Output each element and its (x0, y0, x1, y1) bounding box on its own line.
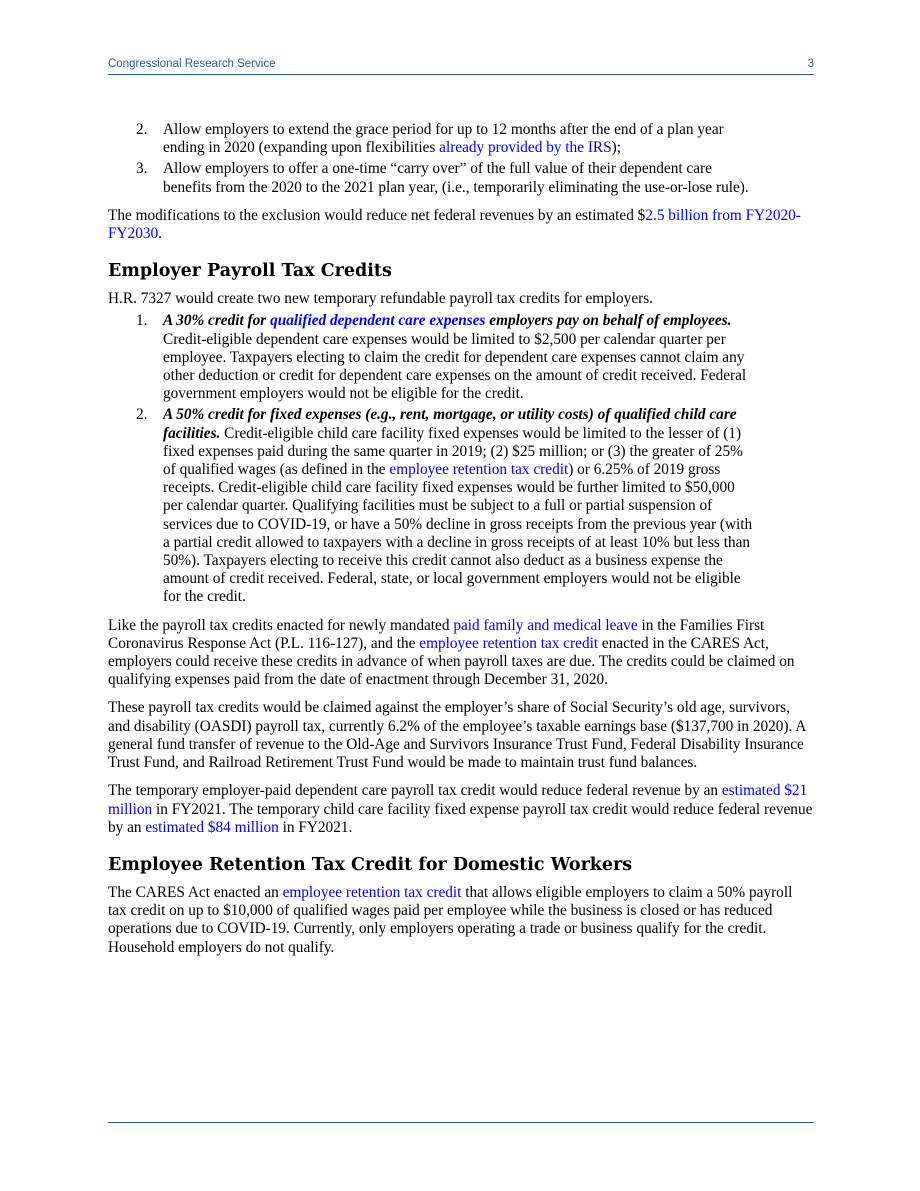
list-item: 3. Allow employers to offer a one-time “carry over” of the full value of their dependent care benefits from the 2020 to the 2021 plan year, (i.e., temporarily eliminating the use-or-lose rule). (136, 160, 749, 196)
paragraph: The modifications to the exclusion would reduce net federal revenues by an estimated $2.5 billion from FY2020-FY2030. (108, 206, 801, 243)
paragraph: Like the payroll tax credits enacted for newly mandated paid family and medical leave in the Families First Coronavirus Response Act (P.L. 116-127), and the employee retention tax credit enacted in the CARES Act, employers could receive these credits in advance of when payroll taxes are due. The credits could be claimed on qualifying expenses paid from the date of enactment through December 31, 2020. (108, 616, 795, 689)
irs-flexibilities-link[interactable]: already provided by the IRS (439, 139, 612, 157)
paid-leave-link[interactable]: paid family and medical leave (453, 616, 638, 634)
revenue-estimate-link[interactable]: 2.5 billion from FY2020-FY2030 (108, 206, 801, 243)
footer-rule (108, 1122, 814, 1123)
header-source: Congressional Research Service (108, 58, 276, 70)
section-heading: Employer Payroll Tax Credits (108, 261, 392, 282)
qualified-dependent-care-link[interactable]: qualified dependent care expenses (270, 312, 486, 330)
list-item: 1. A 30% credit for qualified dependent care expenses employers pay on behalf of employees. Credit-eligible dependent care expenses would be limited to $2,500 per calendar quarter per employee. Taxpayers electing to claim the credit for dependent care expenses cannot claim any other deduction or credit for dependent care expenses on the amount of credit received. Federal government employers would not be eligible for the credit. (136, 312, 747, 403)
paragraph: The CARES Act enacted an employee retention tax credit that allows eligible employers to claim a 50% payroll tax credit on up to $10,000 of qualified wages paid per employee while the business is closed or has reduced operations due to COVID-19. Currently, only employers operating a trade or business qualify for the credit. Household employers do not qualify. (108, 883, 793, 956)
estimate-84m-link[interactable]: estimated $84 million (145, 818, 279, 836)
section-heading: Employee Retention Tax Credit for Domestic Workers (108, 854, 633, 875)
employee-retention-link[interactable]: employee retention tax credit (282, 883, 462, 901)
list-item: 2. Allow employers to extend the grace period for up to 12 months after the end of a plan year ending in 2020 (expanding upon flexibilities already provided by the IRS); (136, 121, 724, 157)
paragraph: These payroll tax credits would be claimed against the employer’s share of Social Security’s old age, survivors, and disability (OASDI) payroll tax, currently 6.2% of the employee’s taxable earnings base ($137,700 in 2020). A general fund transfer of revenue to the Old-Age and Survivors Insurance Trust Fund, Federal Disability Insurance Trust Fund, and Railroad Retirement Trust Fund would be made to maintain trust fund balances. (108, 699, 806, 772)
paragraph: H.R. 7327 would create two new temporary refundable payroll tax credits for employers. (108, 290, 653, 308)
list-item: 2. A 50% credit for fixed expenses (e.g., rent, mortgage, or utility costs) of qualified child care facilities. Credit-eligible child care facility fixed expenses would be limited to the lesser of (1) fixed expenses paid during the same quarter in 2019; (2) $25 million; or (3) the greater of 25% of qualified wages (as defined in the employee retention tax credit) or 6.25% of 2019 gross receipts. Credit-eligible child care facility fixed expenses would be further limited to $50,000 per calendar quarter. Qualifying facilities must be subject to a full or partial suspension of services due to COVID-19, or have a 50% decline in gross receipts from the previous year (with a partial credit allowed to taxpayers with a decline in gross receipts of at least 10% but less than 50%). Taxpayers electing to receive this credit cannot also deduct as a business expense the amount of credit received. Federal, state, or local government employers would not be eligible for the credit. (136, 406, 753, 606)
page-number: 3 (807, 58, 814, 70)
running-header (108, 56, 814, 75)
document-body (108, 121, 814, 967)
employee-retention-link[interactable]: employee retention tax credit (419, 634, 599, 652)
payroll-credit-list (108, 312, 814, 606)
estimate-21m-link[interactable]: estimated $21 million (108, 782, 808, 818)
grace-period-list (108, 121, 814, 197)
employee-retention-link[interactable]: employee retention tax credit (389, 461, 569, 479)
paragraph: The temporary employer-paid dependent care payroll tax credit would reduce federal revenue by an estimated $21 million in FY2021. The temporary child care facility fixed expense payroll tax credit would reduce federal revenue by an estimated $84 million in FY2021. (108, 782, 813, 836)
